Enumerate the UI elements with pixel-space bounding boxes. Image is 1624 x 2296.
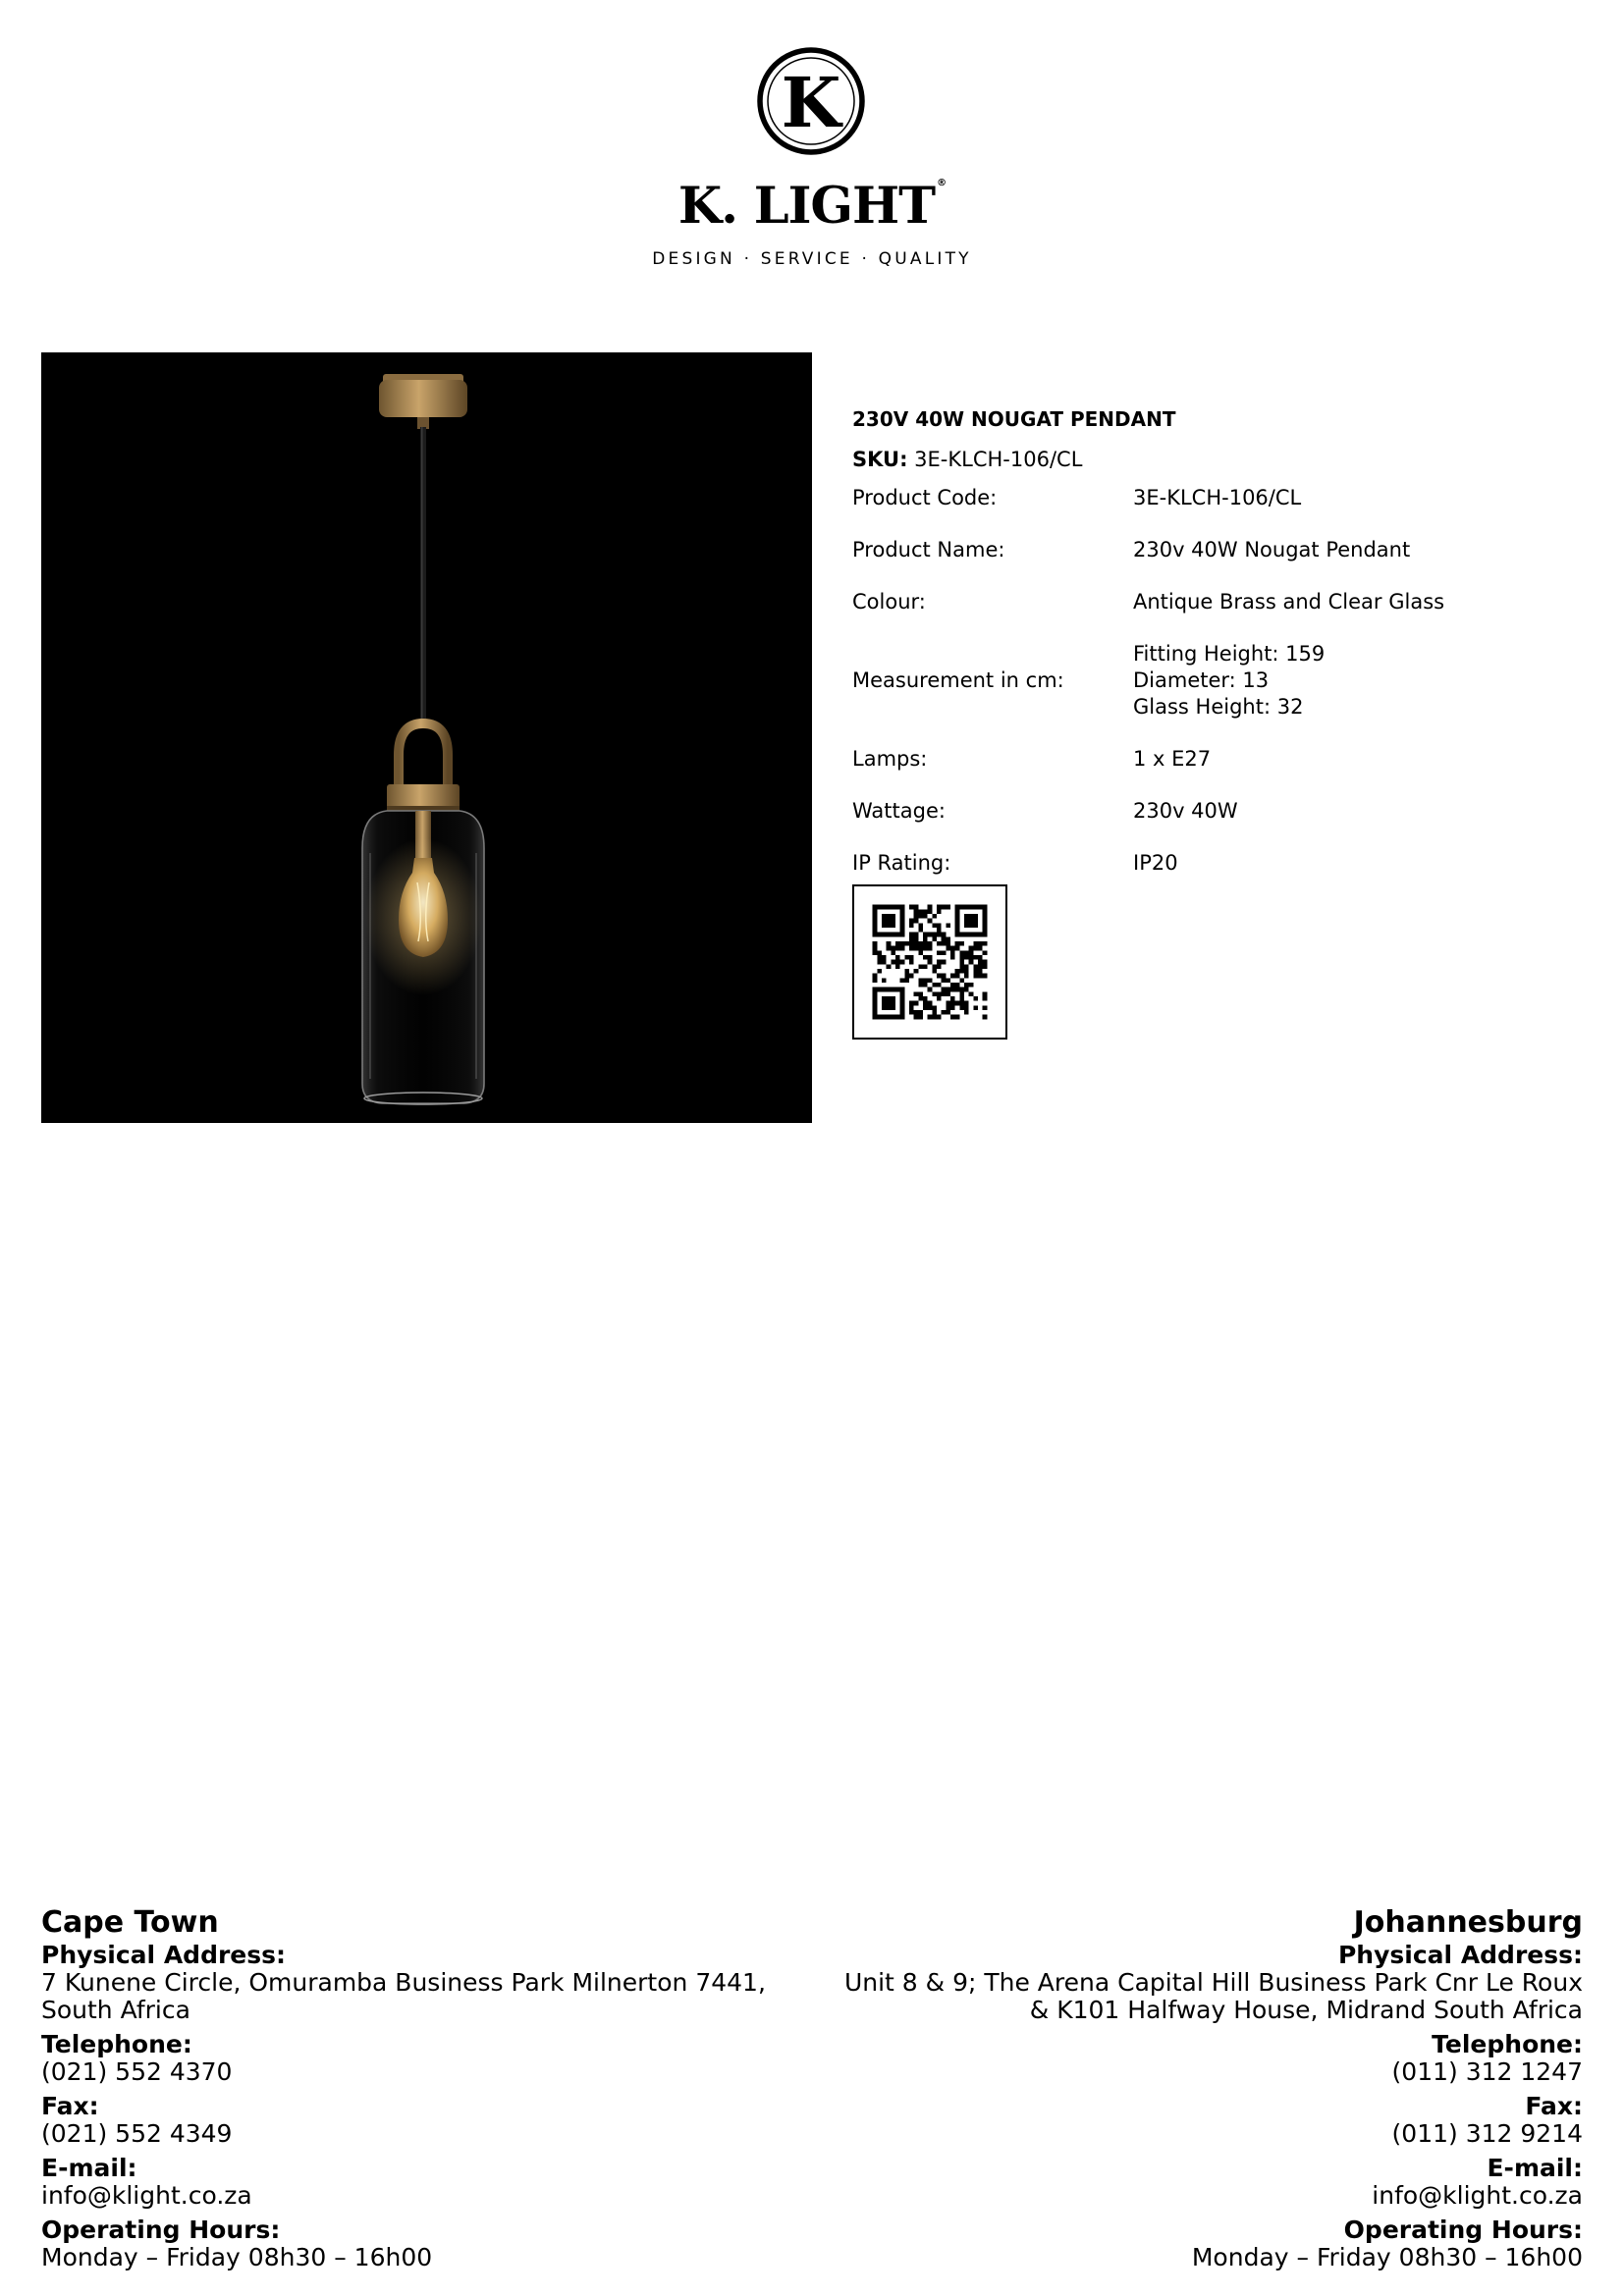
hours-label: Operating Hours: [41, 2216, 281, 2244]
spec-label: IP Rating: [852, 851, 951, 875]
pendant-lamp-image-icon [41, 352, 812, 1123]
company-logo [616, 39, 1008, 285]
sku-value: 3E-KLCH-106/CL [914, 448, 1083, 471]
measurement-line: Glass Height: 32 [1133, 695, 1304, 719]
spec-value: 1 x E27 [1133, 747, 1212, 771]
fax-value: (021) 552 4349 [41, 2119, 233, 2148]
product-details [852, 404, 1559, 1040]
registered-mark: ® [937, 178, 947, 188]
spec-label: Product Name: [852, 538, 1005, 561]
brand-name: K. LIGHT ® [677, 177, 947, 236]
fax-label: Fax: [1525, 2092, 1583, 2120]
address-label: Physical Address: [1337, 1941, 1583, 1969]
spec-label: Lamps: [852, 747, 928, 771]
spec-value: 230v 40W [1133, 799, 1238, 823]
city-name: Cape Town [41, 1905, 219, 1940]
spec-value: 230v 40W Nougat Pendant [1133, 538, 1411, 561]
address-line: 7 Kunene Circle, Omuramba Business Park Milnerton 7441, [41, 1968, 766, 1997]
fax-label: Fax: [41, 2092, 99, 2120]
telephone-value: (021) 552 4370 [41, 2057, 233, 2086]
spec-row [852, 589, 1444, 641]
spec-value [1133, 641, 1444, 746]
telephone-label: Telephone: [1432, 2030, 1583, 2058]
email-label: E-mail: [1487, 2154, 1583, 2182]
spec-row [852, 537, 1444, 589]
spec-value: IP20 [1133, 851, 1178, 875]
spec-row [852, 798, 1444, 850]
spec-label: Measurement in cm: [852, 668, 1064, 692]
address-line: South Africa [41, 1996, 190, 2024]
spec-row [852, 641, 1444, 746]
telephone-label: Telephone: [41, 2030, 192, 2058]
spec-row [852, 485, 1444, 537]
footer-johannesburg [807, 1906, 1583, 2271]
address-line: & K101 Halfway House, Midrand South Africa [1029, 1996, 1583, 2024]
spec-value: Antique Brass and Clear Glass [1133, 590, 1445, 614]
spec-value: 3E-KLCH-106/CL [1133, 486, 1302, 509]
hours-label: Operating Hours: [1343, 2216, 1583, 2244]
measurement-line: Diameter: 13 [1133, 668, 1270, 692]
sku-line [852, 445, 1559, 474]
logo-letter: K [781, 62, 841, 143]
footer-cape-town [41, 1906, 817, 2271]
city-name: Johannesburg [1353, 1905, 1583, 1940]
email-value: info@klight.co.za [1372, 2181, 1583, 2210]
spec-label: Wattage: [852, 799, 946, 823]
email-value: info@klight.co.za [41, 2181, 252, 2210]
sku-label: SKU: [852, 448, 908, 471]
spec-label: Colour: [852, 590, 926, 614]
product-photo [41, 352, 812, 1123]
brand-tagline: DESIGN · SERVICE · QUALITY [652, 249, 972, 269]
product-title: 230V 40W NOUGAT PENDANT [852, 407, 1176, 431]
qr-code-icon [854, 886, 1005, 1038]
hours-value: Monday – Friday 08h30 – 16h00 [1191, 2243, 1583, 2271]
qr-code[interactable] [852, 884, 1007, 1040]
spec-label: Product Code: [852, 486, 998, 509]
spec-row [852, 850, 1444, 877]
k-logo-badge-icon [757, 47, 865, 155]
measurement-line: Fitting Height: 159 [1133, 642, 1326, 666]
spec-table [852, 485, 1444, 877]
address-label: Physical Address: [41, 1941, 287, 1969]
hours-value: Monday – Friday 08h30 – 16h00 [41, 2243, 433, 2271]
telephone-value: (011) 312 1247 [1391, 2057, 1583, 2086]
address-line: Unit 8 & 9; The Arena Capital Hill Business Park Cnr Le Roux [843, 1968, 1583, 1997]
email-label: E-mail: [41, 2154, 137, 2182]
spec-row [852, 746, 1444, 798]
fax-value: (011) 312 9214 [1391, 2119, 1583, 2148]
